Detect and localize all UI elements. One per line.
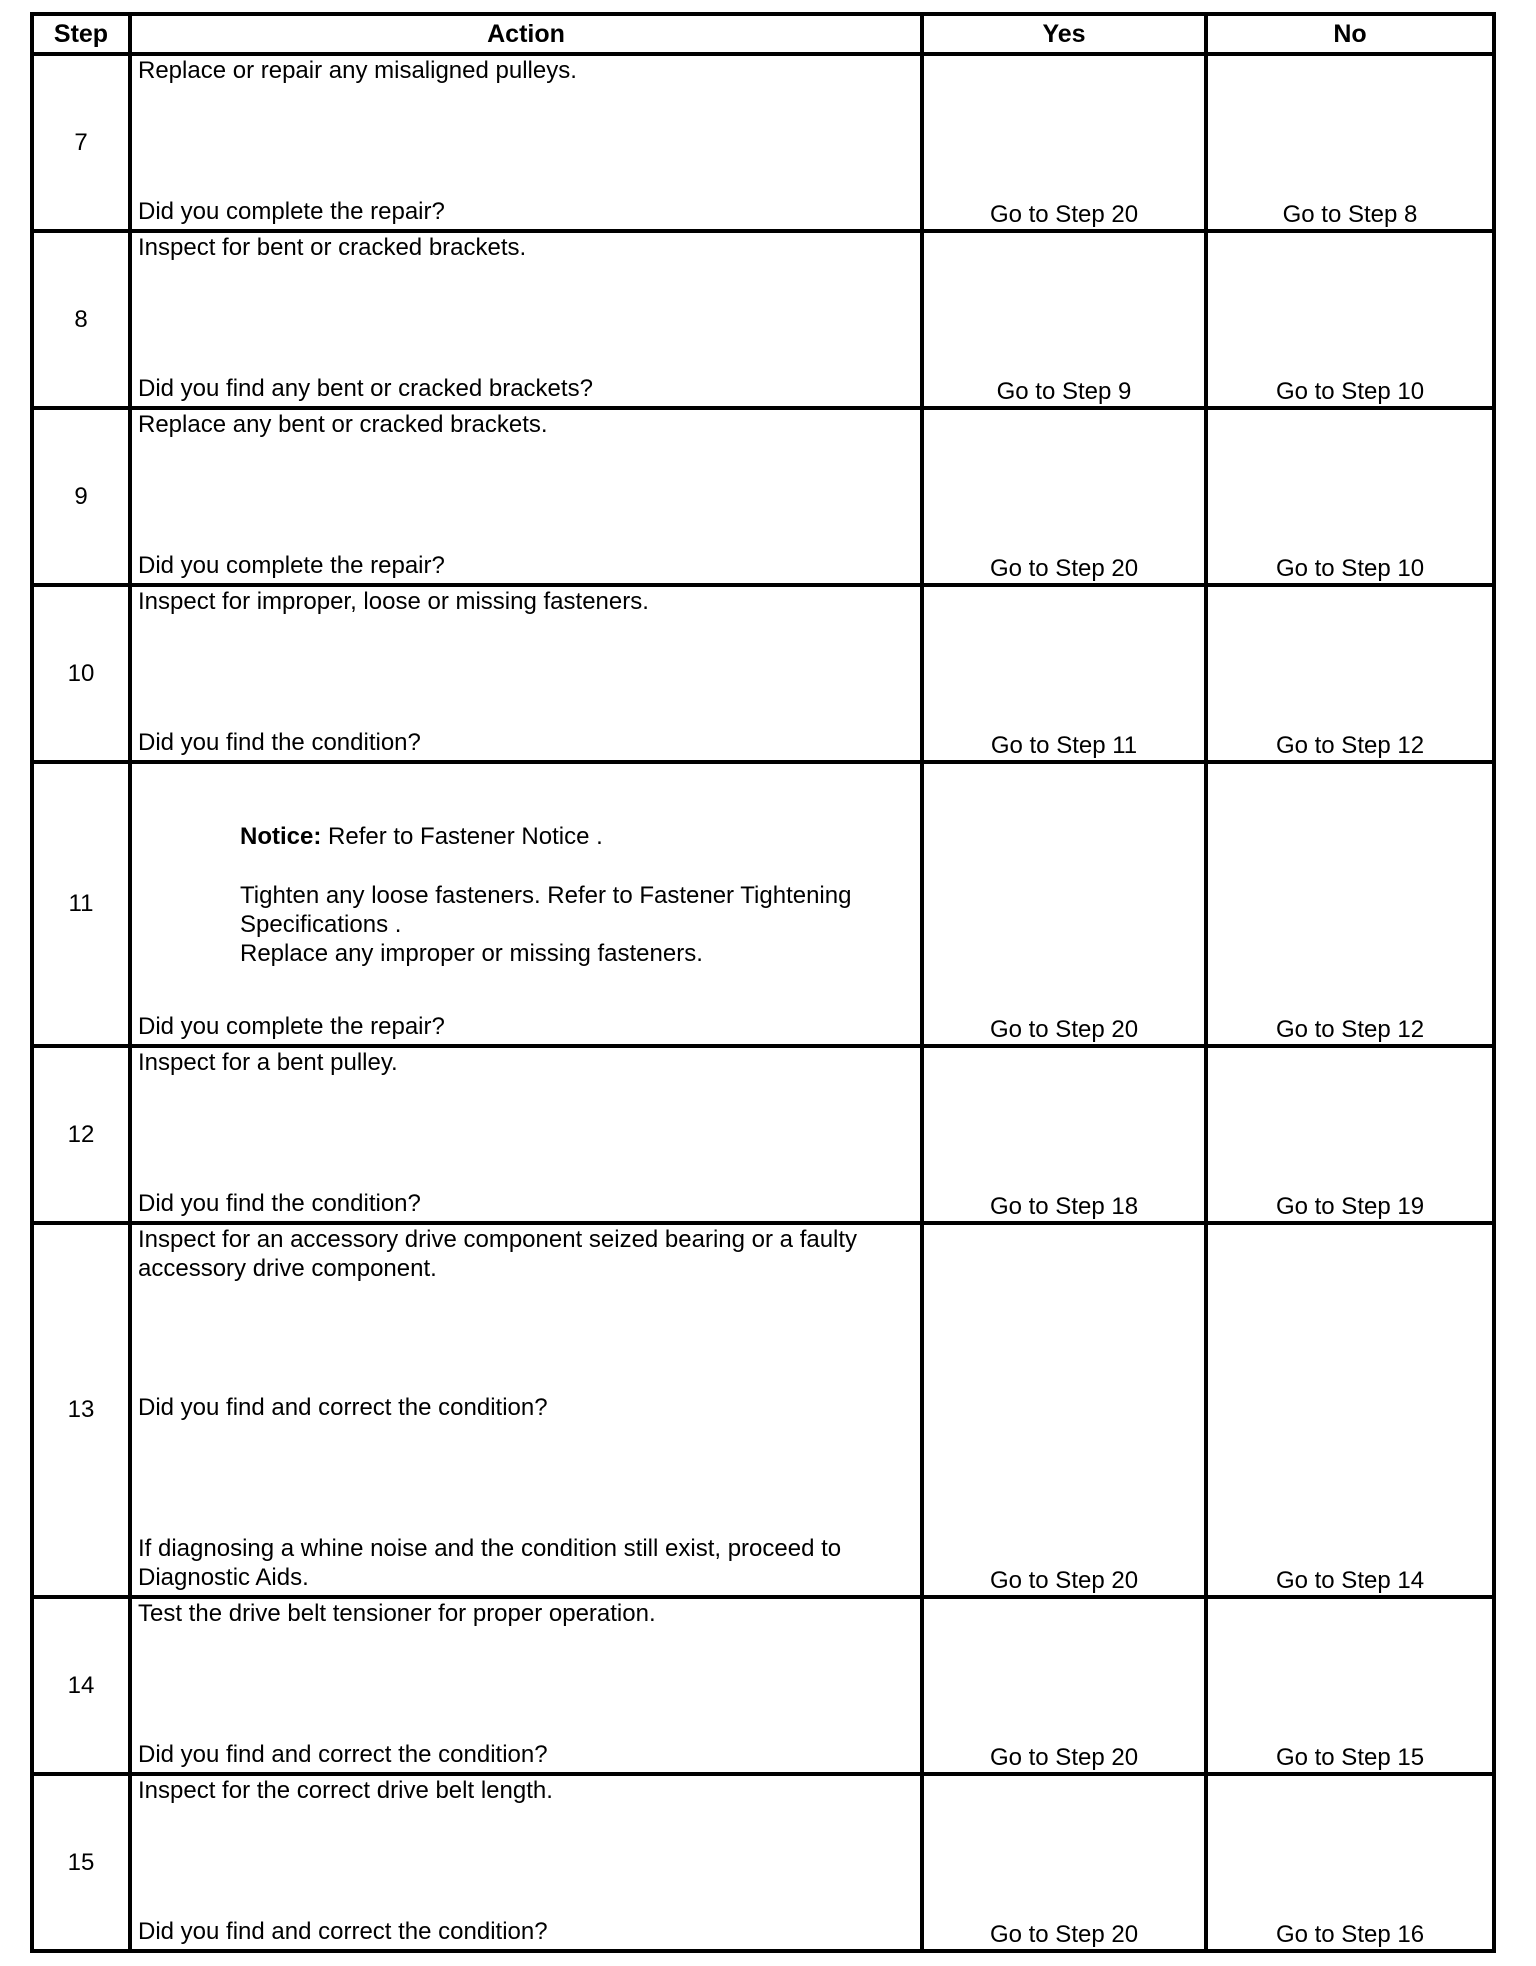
action-line: Diagnostic Aids. [138, 1564, 309, 1591]
step-number: 11 [32, 762, 130, 1046]
notice-text: Refer to Fastener Notice . [321, 823, 603, 850]
table-row [32, 54, 1494, 231]
no-link[interactable]: Go to Step 16 [1206, 1774, 1494, 1951]
no-link[interactable]: Go to Step 15 [1206, 1597, 1494, 1774]
action-text: Inspect for improper, loose or missing fasteners. [138, 588, 649, 615]
action-question: Did you find the condition? [138, 1190, 421, 1217]
yes-link[interactable]: Go to Step 20 [922, 54, 1206, 231]
table-row [32, 1223, 1494, 1597]
action-text: Inspect for a bent pulley. [138, 1049, 398, 1076]
table-row [32, 408, 1494, 585]
action-text [138, 1225, 914, 1283]
action-text: Inspect for the correct drive belt length. [138, 1777, 553, 1804]
no-link[interactable]: Go to Step 19 [1206, 1046, 1494, 1223]
action-question: Did you find and correct the condition? [138, 1741, 548, 1768]
diagnostic-table [30, 12, 1496, 1953]
action-line: If diagnosing a whine noise and the condition still exist, proceed to [138, 1535, 842, 1562]
action-question: Did you find and correct the condition? [138, 1918, 548, 1945]
table-row [32, 585, 1494, 762]
header-step: Step [32, 14, 130, 54]
header-no: No [1206, 14, 1494, 54]
header-action: Action [130, 14, 922, 54]
no-link[interactable]: Go to Step 8 [1206, 54, 1494, 231]
action-line: accessory drive component. [138, 1255, 437, 1282]
notice-label: Notice: [240, 823, 322, 850]
no-link[interactable]: Go to Step 10 [1206, 408, 1494, 585]
action-question: Did you find any bent or cracked brackets? [138, 375, 593, 402]
yes-link[interactable]: Go to Step 11 [922, 585, 1206, 762]
notice-block [240, 822, 914, 968]
no-link[interactable]: Go to Step 12 [1206, 585, 1494, 762]
step-number: 10 [32, 585, 130, 762]
action-cell [130, 1774, 922, 1951]
action-question: Did you find the condition? [138, 729, 421, 756]
yes-link[interactable]: Go to Step 20 [922, 408, 1206, 585]
action-question: Did you complete the repair? [138, 198, 445, 225]
instruction-line: Specifications . [240, 911, 402, 938]
yes-link[interactable]: Go to Step 20 [922, 1774, 1206, 1951]
action-text: Replace or repair any misaligned pulleys. [138, 57, 577, 84]
step-number: 8 [32, 231, 130, 408]
no-link[interactable]: Go to Step 12 [1206, 762, 1494, 1046]
yes-link[interactable]: Go to Step 20 [922, 762, 1206, 1046]
step-number: 7 [32, 54, 130, 231]
action-question: Did you complete the repair? [138, 552, 445, 579]
action-note [138, 1534, 914, 1592]
action-cell [130, 1597, 922, 1774]
table-row [32, 231, 1494, 408]
table-row [32, 762, 1494, 1046]
step-number: 15 [32, 1774, 130, 1951]
yes-link[interactable]: Go to Step 18 [922, 1046, 1206, 1223]
step-number: 12 [32, 1046, 130, 1223]
action-cell [130, 54, 922, 231]
action-cell [130, 1223, 922, 1597]
action-text: Replace any bent or cracked brackets. [138, 411, 548, 438]
action-cell [130, 1046, 922, 1223]
step-number: 13 [32, 1223, 130, 1597]
step-number: 14 [32, 1597, 130, 1774]
action-text: Inspect for bent or cracked brackets. [138, 234, 527, 261]
action-cell [130, 762, 922, 1046]
header-row [32, 14, 1494, 54]
no-link[interactable]: Go to Step 10 [1206, 231, 1494, 408]
yes-link[interactable]: Go to Step 20 [922, 1597, 1206, 1774]
action-cell [130, 585, 922, 762]
header-yes: Yes [922, 14, 1206, 54]
step-number: 9 [32, 408, 130, 585]
action-line: Inspect for an accessory drive component seized bearing or a faulty [138, 1226, 858, 1253]
yes-link[interactable]: Go to Step 9 [922, 231, 1206, 408]
action-cell [130, 231, 922, 408]
instruction-line: Tighten any loose fasteners. Refer to Fastener Tightening [240, 882, 852, 909]
yes-link[interactable]: Go to Step 20 [922, 1223, 1206, 1597]
action-cell [130, 408, 922, 585]
action-question: Did you complete the repair? [138, 1013, 445, 1040]
table-row [32, 1597, 1494, 1774]
no-link[interactable]: Go to Step 14 [1206, 1223, 1494, 1597]
instruction-line: Replace any improper or missing fasteners. [240, 940, 703, 967]
action-question: Did you find and correct the condition? [138, 1394, 548, 1421]
table-row [32, 1046, 1494, 1223]
action-text: Test the drive belt tensioner for proper operation. [138, 1600, 656, 1627]
table-row [32, 1774, 1494, 1951]
